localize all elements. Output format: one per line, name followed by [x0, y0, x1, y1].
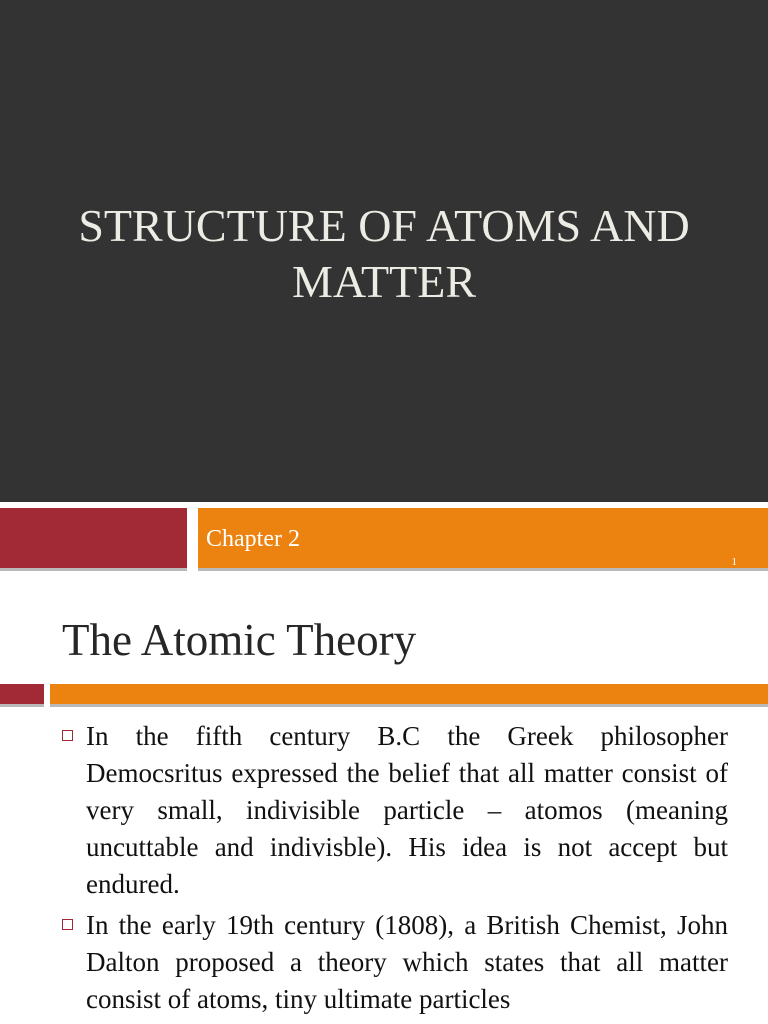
title-slide: [0, 0, 768, 502]
accent-bar-shadow: [0, 568, 187, 571]
list-item: [62, 718, 728, 903]
accent-bar-red: [0, 684, 44, 704]
content-slide-title: The Atomic Theory: [62, 615, 417, 665]
hollow-square-bullet-icon: [62, 919, 73, 930]
slide-title: STRUCTURE OF ATOMS AND MATTER: [78, 200, 690, 307]
bullet-text: In the fifth century B.C the Greek philosopher Democsritus expressed the belief that all matter consist of very small, indivisible particle – atomos (meaning uncuttable and indivisble). His idea is not accept but endured.: [86, 721, 728, 899]
list-item: [62, 907, 728, 1018]
slide-subtitle: Chapter 2: [206, 526, 300, 552]
hollow-square-bullet-icon: [62, 730, 73, 741]
accent-bar-red: [0, 508, 187, 568]
bullet-text: In the early 19th century (1808), a British Chemist, John Dalton proposed a theory which states that all matter consist of atoms, tiny ultimate particles: [86, 910, 728, 1014]
accent-bar-shadow: [50, 704, 768, 707]
slide-number: 1: [731, 556, 737, 568]
accent-bar-shadow: [0, 704, 44, 707]
bullet-list: [62, 718, 728, 1022]
accent-bar-orange: [50, 684, 768, 704]
accent-bar-shadow: [198, 568, 768, 571]
